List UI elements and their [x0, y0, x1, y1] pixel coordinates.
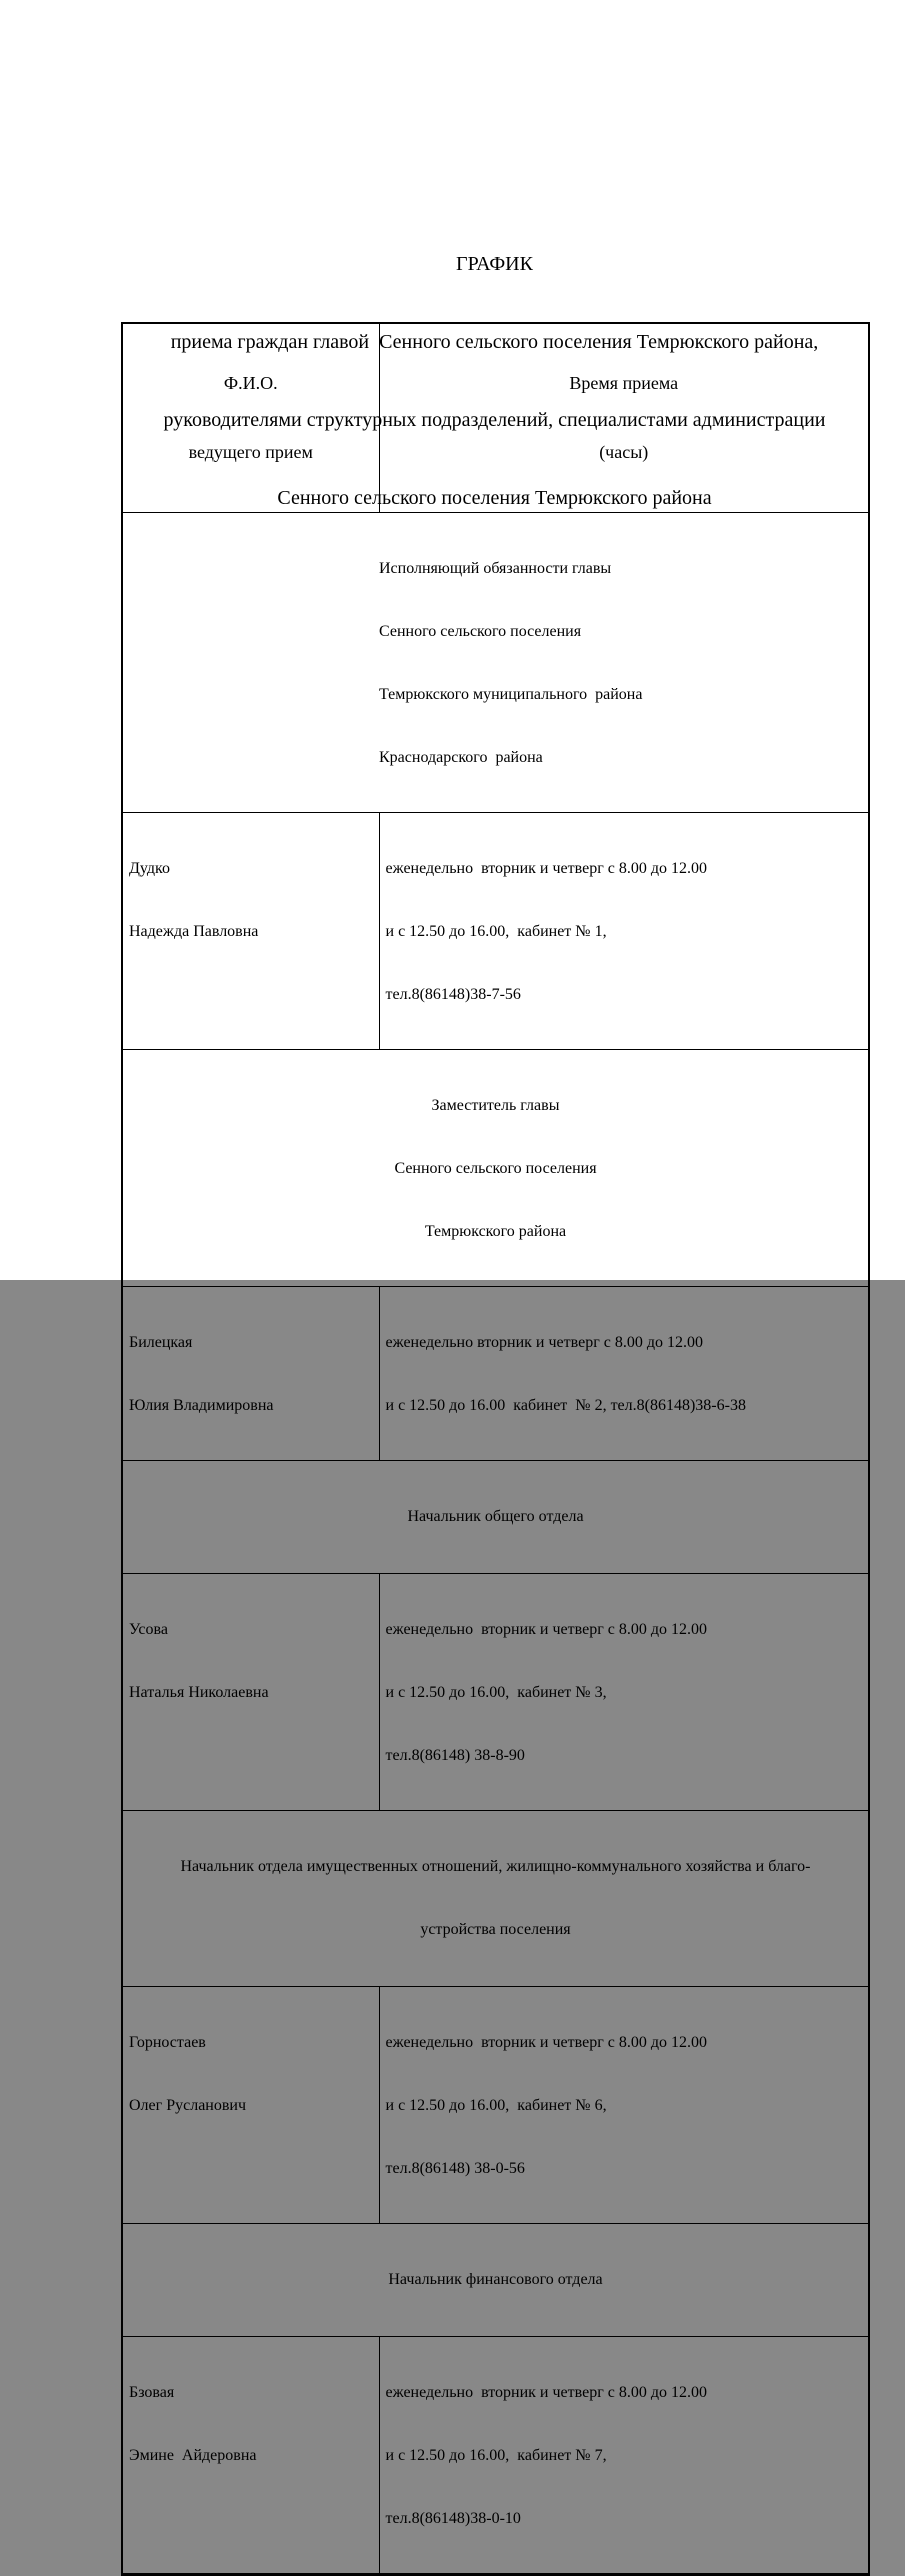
table-header-row [122, 323, 869, 513]
section-line: Краснодарского района [379, 749, 543, 766]
schedule-line: еженедельно вторник и четверг с 8.00 до 12.00 [385, 1621, 707, 1638]
section-line: Начальник финансового отдела [388, 2271, 603, 2288]
person-row-usova [122, 1574, 869, 1811]
section-line: Начальник отдела имущественных отношений, жилищно-коммунального хозяйства и благо- [180, 1858, 811, 1875]
reception-schedule-table [121, 322, 870, 2576]
person-given-names: Наталья Николаевна [129, 1684, 269, 1701]
section-line: Начальник общего отдела [407, 1508, 584, 1525]
person-surname: Бзовая [129, 2384, 175, 2401]
person-given-names: Эмине Айдеровна [129, 2447, 257, 2464]
document-title: ГРАФИК [456, 253, 533, 275]
section-title-acting-head [122, 513, 869, 813]
header-fio-line-2: ведущего прием [188, 442, 313, 462]
person-schedule-cell [379, 1987, 869, 2224]
section-row-property-department [122, 1811, 869, 1987]
schedule-line: и с 12.50 до 16.00, кабинет № 3, [385, 1684, 607, 1701]
header-time-line-1: Время приема [569, 373, 679, 393]
person-given-names: Надежда Павловна [129, 923, 259, 940]
schedule-line: и с 12.50 до 16.00, кабинет № 6, [385, 2097, 607, 2114]
schedule-line: еженедельно вторник и четверг с 8.00 до 12.00 [385, 860, 707, 877]
person-surname: Горностаев [129, 2034, 206, 2051]
section-line: Сенного сельского поселения [394, 1160, 597, 1177]
section-title-property-department [122, 1811, 869, 1987]
person-surname: Усова [129, 1621, 168, 1638]
section-row-finance-department [122, 2224, 869, 2337]
schedule-line: тел.8(86148) 38-8-90 [385, 1747, 525, 1764]
schedule-line: еженедельно вторник и четверг с 8.00 до 12.00 [385, 1334, 703, 1351]
header-cell-time [379, 323, 869, 513]
schedule-line: тел.8(86148) 38-0-56 [385, 2160, 525, 2177]
document-subtitle-line-2: руководителями структурных подразделений, специалистами администрации [163, 409, 826, 431]
person-schedule-cell [379, 1287, 869, 1461]
section-row-deputy-head [122, 1050, 869, 1287]
person-row-bzovaya [122, 2337, 869, 2575]
section-line: Заместитель главы [431, 1097, 560, 1114]
person-name-cell [122, 2337, 379, 2575]
section-title-finance-department [122, 2224, 869, 2337]
document-subtitle-line-3: Сенного сельского поселения Темрюкского района [277, 487, 712, 509]
section-title-deputy-head [122, 1050, 869, 1287]
schedule-line: и с 12.50 до 16.00 кабинет № 2, тел.8(86148)38-6-38 [385, 1397, 746, 1414]
person-name-cell [122, 1287, 379, 1461]
person-surname: Билецкая [129, 1334, 193, 1351]
person-name-cell [122, 813, 379, 1050]
person-given-names: Олег Русланович [129, 2097, 247, 2114]
person-schedule-cell [379, 813, 869, 1050]
schedule-line: еженедельно вторник и четверг с 8.00 до 12.00 [385, 2384, 707, 2401]
person-name-cell [122, 1574, 379, 1811]
section-line: Темрюкского района [424, 1223, 567, 1240]
person-schedule-cell [379, 1574, 869, 1811]
header-time-line-2: (часы) [599, 442, 649, 462]
document-subtitle-line-1: приема граждан главой Сенного сельского поселения Темрюкского района, [170, 331, 819, 353]
section-row-general-department [122, 1461, 869, 1574]
schedule-line: еженедельно вторник и четверг с 8.00 до 12.00 [385, 2034, 707, 2051]
schedule-line: и с 12.50 до 16.00, кабинет № 7, [385, 2447, 607, 2464]
schedule-line: тел.8(86148)38-7-56 [385, 986, 521, 1003]
header-cell-fio [122, 323, 379, 513]
schedule-line: тел.8(86148)38-0-10 [385, 2510, 521, 2527]
person-row-biletskaya [122, 1287, 869, 1461]
section-line: Темрюкского муниципального района [379, 686, 643, 703]
section-line: Сенного сельского поселения [379, 623, 582, 640]
person-row-dudko [122, 813, 869, 1050]
schedule-line: и с 12.50 до 16.00, кабинет № 1, [385, 923, 607, 940]
section-title-general-department [122, 1461, 869, 1574]
section-line: устройства поселения [420, 1921, 571, 1938]
header-fio-line-1: Ф.И.О. [223, 373, 278, 393]
person-given-names: Юлия Владимировна [129, 1397, 274, 1414]
person-name-cell [122, 1987, 379, 2224]
section-row-acting-head [122, 513, 869, 813]
section-line: Исполняющий обязанности главы [379, 560, 612, 577]
person-row-gornostaev [122, 1987, 869, 2224]
person-schedule-cell [379, 2337, 869, 2575]
person-surname: Дудко [129, 860, 171, 877]
